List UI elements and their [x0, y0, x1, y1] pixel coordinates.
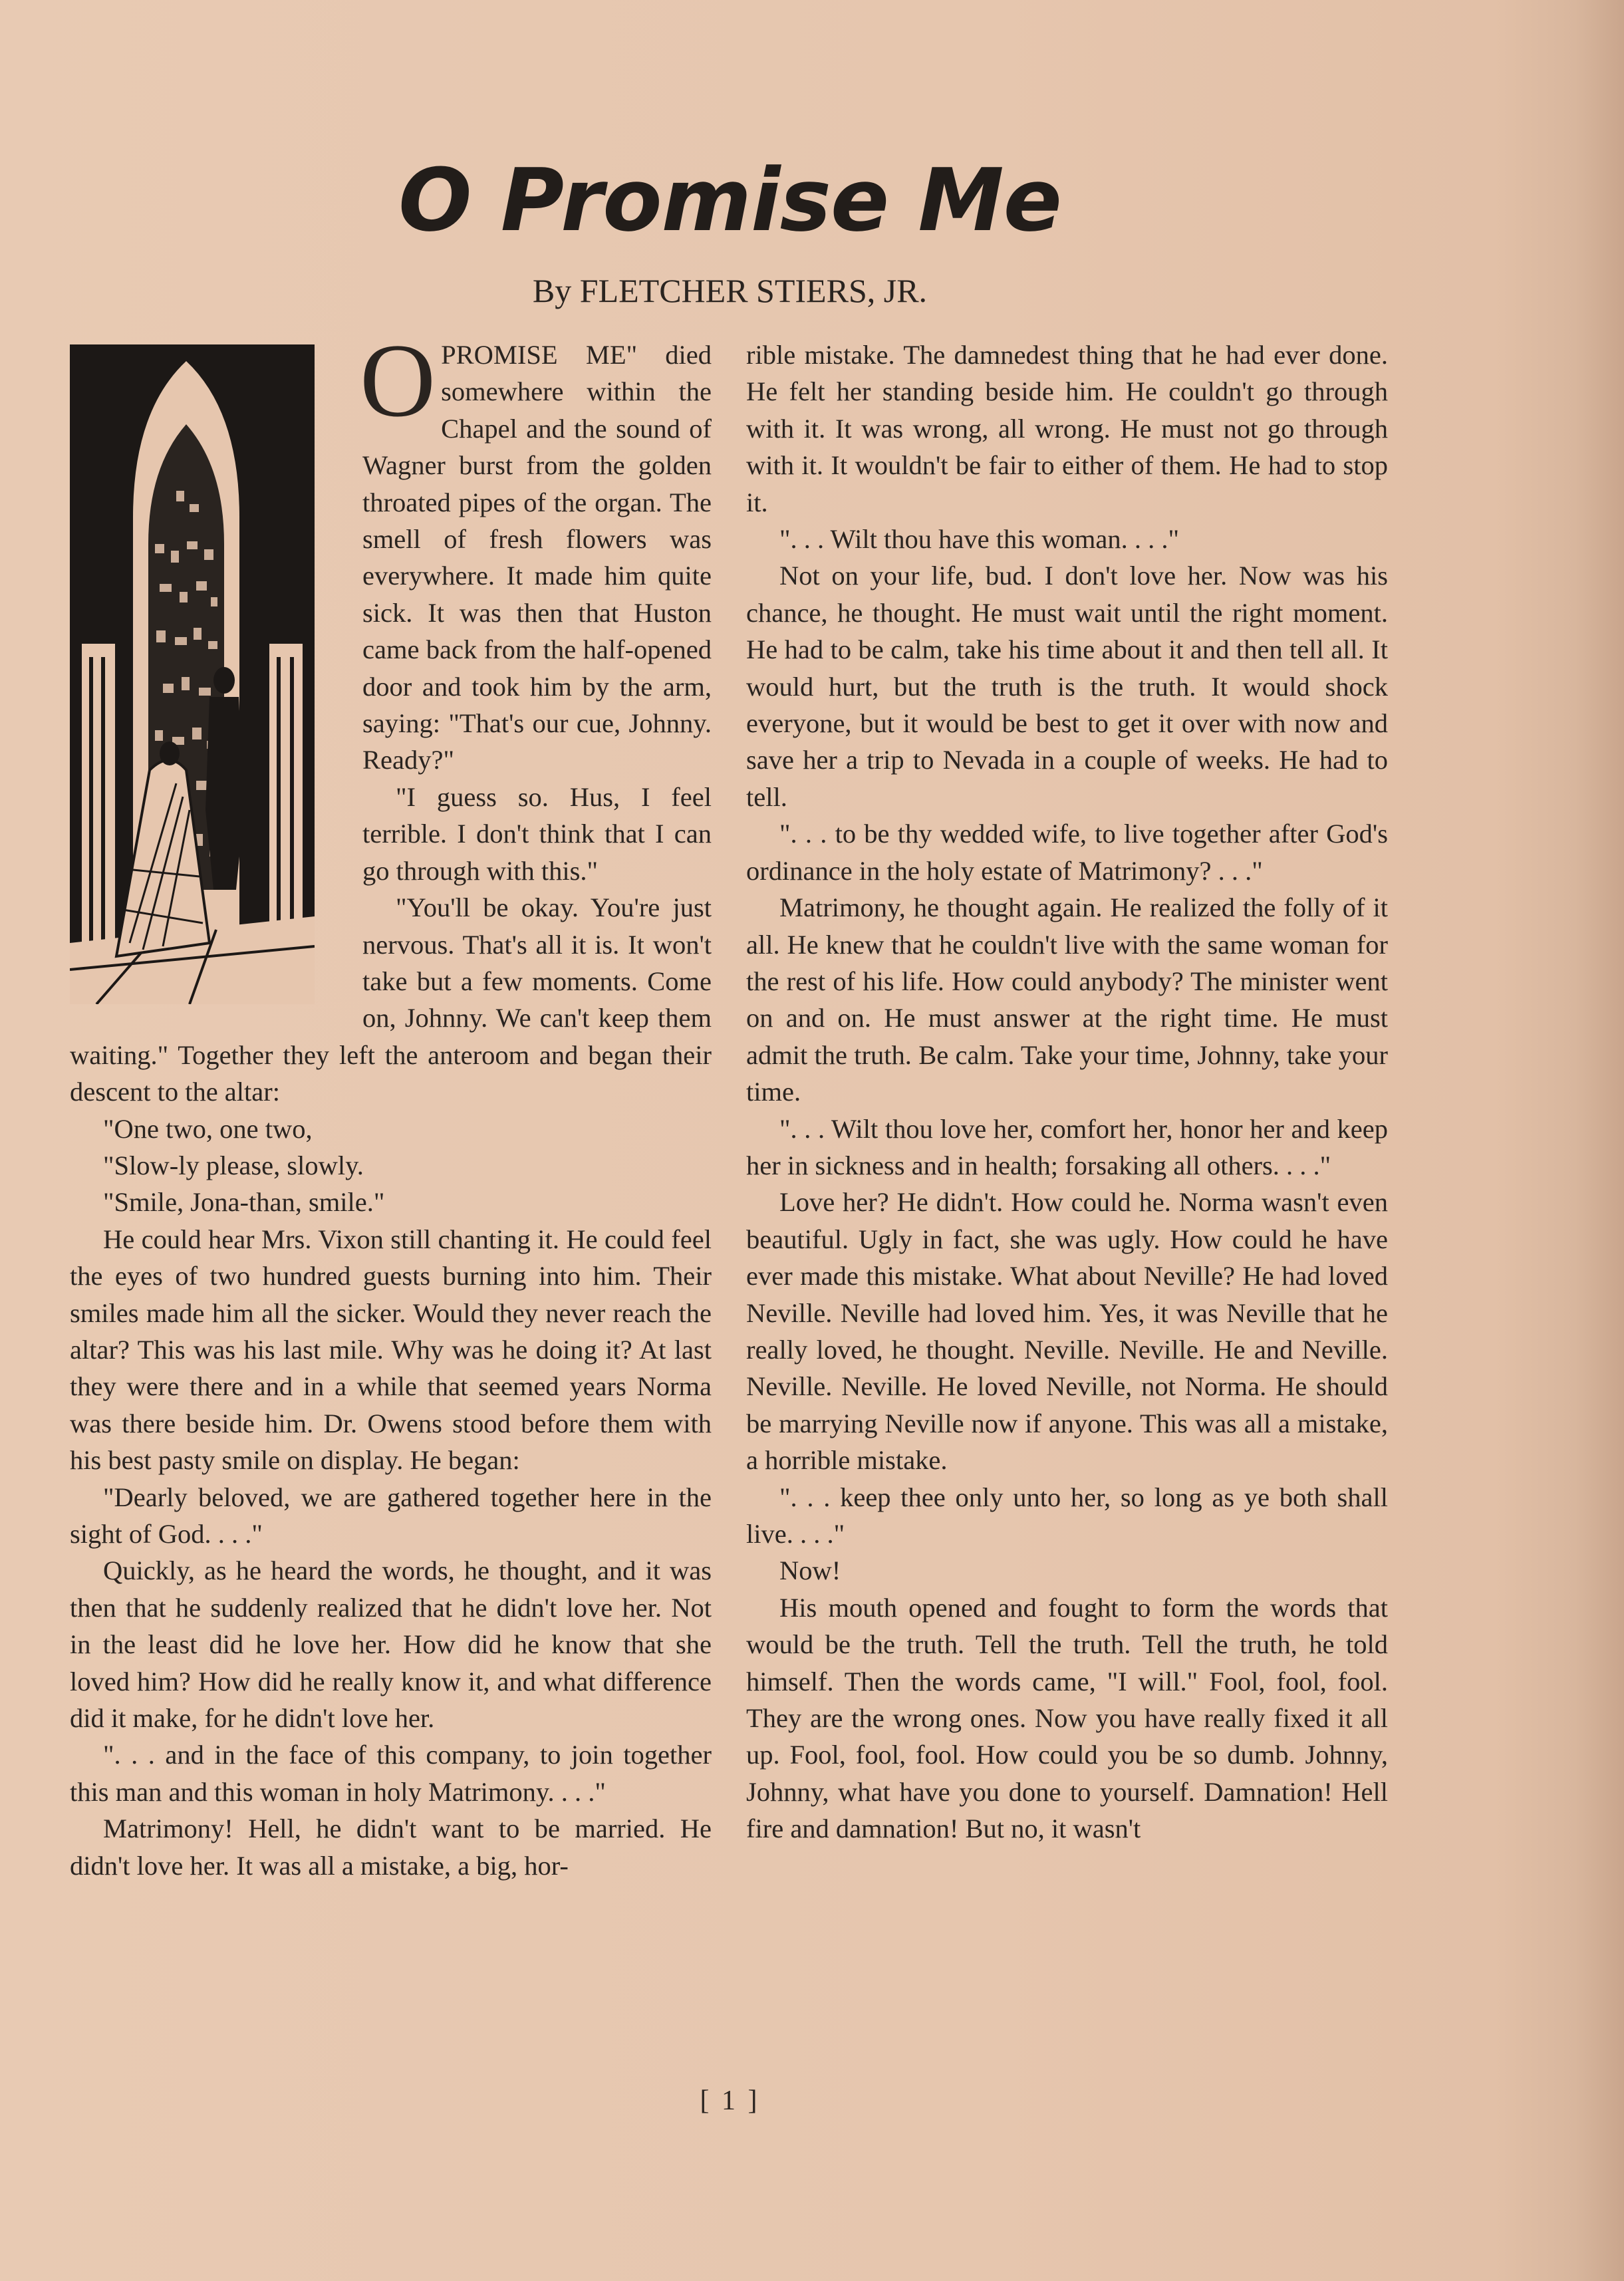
paragraph: Now!	[779, 1555, 841, 1586]
paragraph: ". . . Wilt thou have this woman. . . ."	[779, 524, 1180, 555]
paragraph: "Slow-ly please, slowly.	[103, 1150, 364, 1180]
paragraph: "Smile, Jona-than, smile."	[103, 1187, 385, 1218]
woodcut-chapel-icon	[70, 344, 315, 1004]
paragraph: rible mistake. The damnedest thing that he had ever done. He felt her standing beside him. He couldn't go through with it. It was wrong, all wrong. He must not go through with it. It wouldn't be fair to either of them. He had to stop it.	[746, 340, 1388, 517]
paragraph: "One two, one two,	[103, 1113, 313, 1144]
story-title: O Promise Me	[398, 150, 1061, 251]
drop-cap: O	[360, 323, 436, 439]
paragraph: "I guess so. Hus, I feel terrible. I don't think that I can go through with this."	[362, 781, 712, 886]
paragraph: Quickly, as he heard the words, he thought, and it was then that he suddenly realized that he didn't love her. Not in the least did he love her. How did he know that she loved him? How did he really know it, and what difference did it make, for he didn't love her.	[70, 1555, 712, 1734]
right-column	[746, 336, 1388, 1847]
paragraph: ". . . Wilt thou love her, comfort her, honor her and keep her in sickness and in health; forsaking all others. . . ."	[746, 1113, 1388, 1180]
paragraph: Not on your life, bud. I don't love her. Now was his chance, he thought. He must wait until the right moment. He had to be calm, take his time about it and then tell all. It would hurt, but the truth is the truth. It would shock everyone, but it would be best to get it over with now and save her a trip to Nevada in a couple of weeks. He had to tell.	[746, 561, 1388, 812]
left-column	[70, 323, 712, 1884]
paragraph: OPROMISE ME" died somewhere within the Chapel and the sound of Wagner burst from the golden throated pipes of the organ. The smell of fresh flowers was everywhere. It made him quite sick. It was then that Huston came back from the half-opened door and took him by the arm, saying: "That's our cue, Johnny. Ready?"	[360, 323, 712, 775]
paragraph: ". . . to be thy wedded wife, to live together after God's ordinance in the holy estate of Matrimony? . . ."	[746, 819, 1388, 886]
byline: By FLETCHER STIERS, JR.	[532, 272, 928, 309]
paragraph: ". . . and in the face of this company, to join together this man and this woman in holy Matrimony. . . ."	[70, 1740, 712, 1807]
paragraph: "Dearly beloved, we are gathered together here in the sight of God. . . ."	[70, 1482, 712, 1549]
paragraph: His mouth opened and fought to form the words that would be the truth. Tell the truth. Tell the truth, he told himself. Then the words came, "I will." Fool, fool, fool. They are the wrong ones. Now you have really fixed it all up. Fool, fool, fool. How could you be so dumb. Johnny, Johnny, what have you done to yourself. Damnation! Hell fire and damnation! But no, it wasn't	[746, 1592, 1388, 1844]
paragraph: "You'll be okay. You're just nervous. That's all it is. It won't take but a few moments. Come on, Johnny. We can't keep them waiting." Together they left the anteroom and began their descent to the altar:	[70, 892, 712, 1107]
paragraph: Matrimony! Hell, he didn't want to be married. He didn't love her. It was all a mistake, a big, hor-	[70, 1813, 712, 1881]
paragraph: Love her? He didn't. How could he. Norma wasn't even beautiful. Ugly in fact, she was ugly. How could he have ever made this mistake. What about Neville? He had loved Neville. Neville had loved him. Yes, it was Neville that he really loved, he thought. Neville. Neville. He and Neville. Neville. Neville. He loved Neville, not Norma. He should be marrying Neville now if anyone. This was all a mistake, a horrible mistake.	[746, 1187, 1388, 1476]
paragraph: He could hear Mrs. Vixon still chanting it. He could feel the eyes of two hundred guests burning into him. Their smiles made him all the sicker. Would they never reach the altar? This was his last mile. Why was he doing it? At last they were there and in a while that seemed years Norma was there beside him. Dr. Owens stood before them with his best pasty smile on display. He began:	[70, 1224, 712, 1476]
paragraph: ". . . keep thee only unto her, so long as ye both shall live. . . ."	[746, 1482, 1388, 1549]
paragraph: Matrimony, he thought again. He realized the folly of it all. He knew that he couldn't live with the same woman for the rest of his life. How could anybody? The minister went on and on. He must answer at the right time. He must admit the truth. Be calm. Take your time, Johnny, take your time.	[746, 892, 1388, 1107]
page-number: [ 1 ]	[700, 2085, 760, 2116]
